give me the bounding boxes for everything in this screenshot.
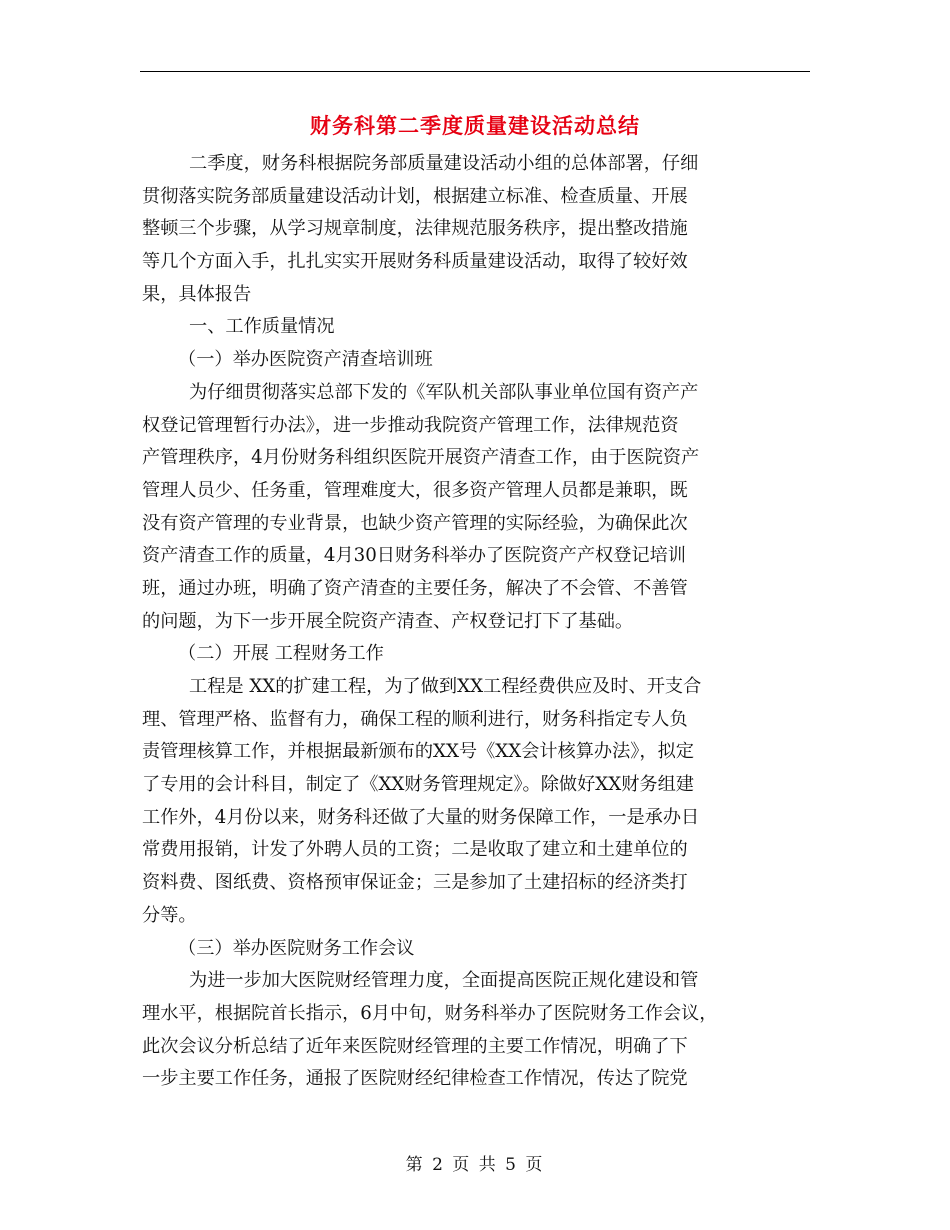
text-line: 责管理核算工作，并根据最新颁布的XX号《XX会计核算办法》，拟定 xyxy=(142,741,694,763)
section-heading: 一、工作质量情况 xyxy=(189,316,335,338)
text-line: 分等。 xyxy=(142,904,197,926)
text-line: 理、管理严格、监督有力，确保工程的顺利进行，财务科指定专人负 xyxy=(142,708,688,730)
text-line: 整顿三个步骤，从学习规章制度，法律规范服务秩序，提出整改措施 xyxy=(142,218,688,240)
text-line: 的问题，为下一步开展全院资产清查、产权登记打下了基础。 xyxy=(142,610,634,632)
document-body xyxy=(142,148,812,1096)
text-line: 等几个方面入手，扎扎实实开展财务科质量建设活动，取得了较好效 xyxy=(142,251,688,273)
header-rule xyxy=(140,71,810,72)
text-line: 工程是 XX的扩建工程，为了做到XX工程经费供应及时、开支合 xyxy=(189,676,702,697)
text-line: 果，具体报告 xyxy=(142,283,252,305)
subsection-heading: （二）开展 工程财务工作 xyxy=(178,643,384,665)
text-line: 工作外，4月份以来，财务科还做了大量的财务保障工作，一是承办日 xyxy=(142,806,700,828)
text-line: 为仔细贯彻落实总部下发的《军队机关部队事业单位国有资产产 xyxy=(189,381,699,403)
text-line: 产管理秩序，4月份财务科组织医院开展资产清查工作，由于医院资产 xyxy=(142,447,700,469)
text-line: 权登记管理暂行办法》，进一步推动我院资产管理工作，法律规范资 xyxy=(142,414,679,436)
page-number: 第 2 页 共 5 页 xyxy=(405,1155,545,1175)
text-line: 管理人员少、任务重，管理难度大，很多资产管理人员都是兼职，既 xyxy=(142,479,688,501)
text-line: 班，通过办班，明确了资产清查的主要任务，解决了不会管、不善管 xyxy=(142,577,688,599)
text-line: 资产清查工作的质量，4月30日财务科举办了医院资产产权登记培训 xyxy=(142,545,686,567)
subsection-heading: （一）举办医院资产清查培训班 xyxy=(178,349,433,371)
text-line: 没有资产管理的专业背景，也缺少资产管理的实际经验，为确保此次 xyxy=(142,512,688,534)
text-line: 了专用的会计科目，制定了《XX财务管理规定》。除做好XX财务组建 xyxy=(142,774,694,796)
subsection-heading: （三）举办医院财务工作会议 xyxy=(178,937,415,959)
text-line: 常费用报销，计发了外聘人员的工资；二是收取了建立和土建单位的 xyxy=(142,839,688,861)
text-line: 资料费、图纸费、资格预审保证金；三是参加了土建招标的经济类打 xyxy=(142,872,688,894)
text-line: 为进一步加大医院财经管理力度，全面提高医院正规化建设和管 xyxy=(189,970,699,992)
text-line: 二季度，财务科根据院务部质量建设活动小组的总体部署，仔细 xyxy=(189,153,699,174)
text-line: 理水平，根据院首长指示，6月中旬，财务科举办了医院财务工作会议， xyxy=(142,1002,718,1024)
text-line: 一步主要工作任务，通报了医院财经纪律检查工作情况，传达了院党 xyxy=(142,1068,688,1090)
text-line: 此次会议分析总结了近年来医院财经管理的主要工作情况，明确了下 xyxy=(142,1035,688,1057)
text-line: 贯彻落实院务部质量建设活动计划，根据建立标准、检查质量、开展 xyxy=(142,185,688,207)
document-title: 财务科第二季度质量建设活动总结 xyxy=(310,114,640,138)
